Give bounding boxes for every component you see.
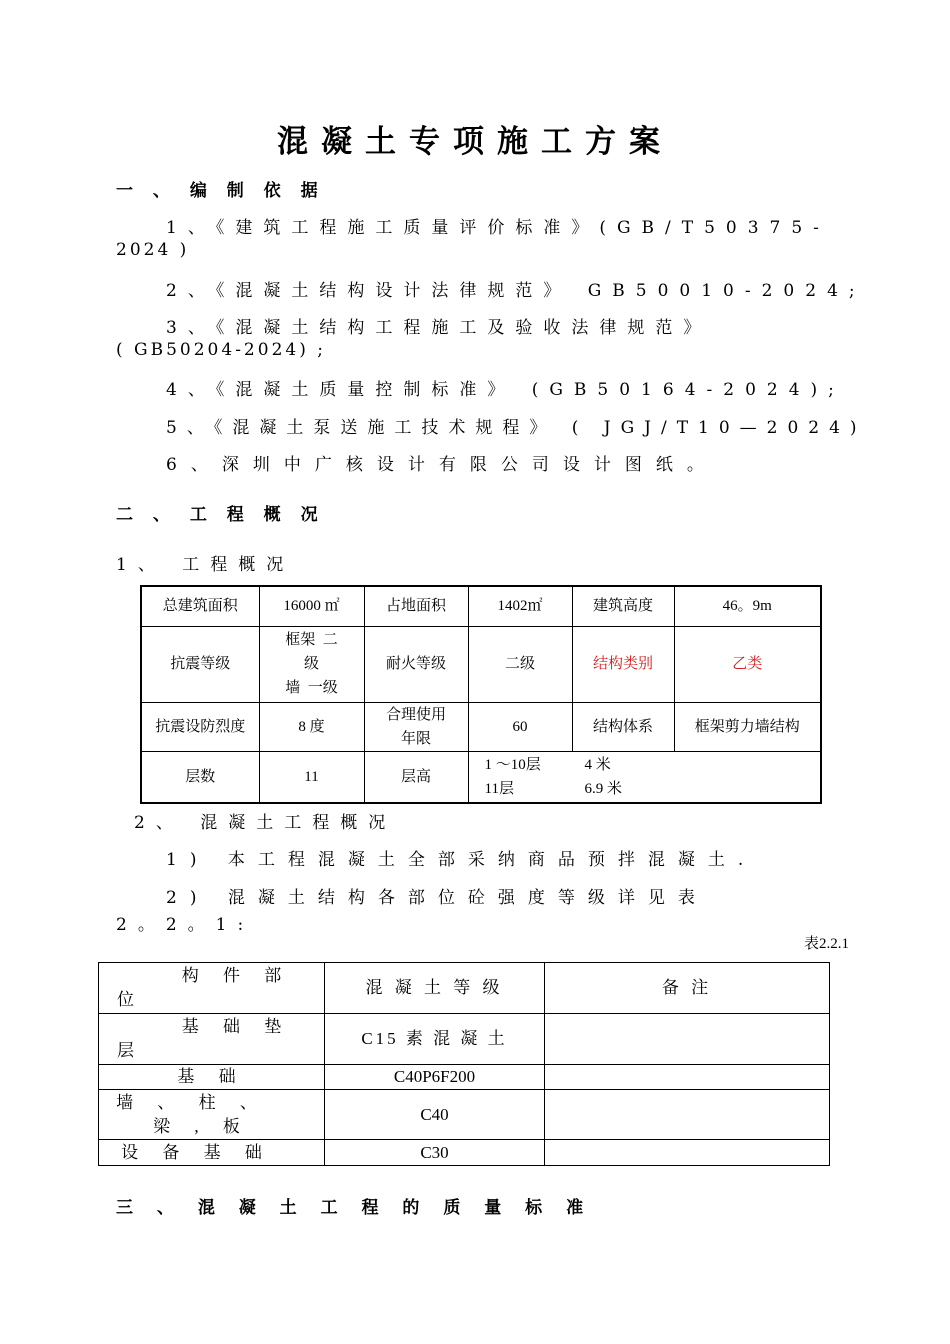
header-part-line-1: 构 件 部 xyxy=(181,966,292,985)
reference-item-6: 6、深圳中广核设计有限公司设计图纸。 xyxy=(166,455,718,475)
part-line-2: 梁 , 板 xyxy=(153,1116,250,1136)
cell-label-fire-rating: 耐火等级 xyxy=(364,626,468,702)
header-part xyxy=(99,963,325,1014)
seismic-grade-line-2: 级 xyxy=(303,656,319,672)
cell-floor-height xyxy=(468,751,821,803)
cell-seismic-grade xyxy=(259,626,364,702)
section-heading-2: 二 、 工 程 概 况 xyxy=(116,505,325,525)
part-line-2: 层 xyxy=(117,1041,134,1060)
cell-height: 46。9m xyxy=(674,586,821,626)
part-line-1: 墙 、 柱 、 xyxy=(116,1092,267,1112)
cell-label-land-area: 占地面积 xyxy=(364,586,468,626)
cell-label-structure-system: 结构体系 xyxy=(572,702,674,751)
floor-height-line-2 xyxy=(485,777,821,801)
cell-label-service-life xyxy=(364,702,468,751)
subheading-concrete-overview: 2、 混凝土工程概况 xyxy=(134,813,397,833)
cell-label-floors: 层数 xyxy=(141,751,259,803)
cell-part: 基 础 xyxy=(99,1065,325,1090)
cell-label-seismic-grade: 抗震等级 xyxy=(141,626,259,702)
cell-note xyxy=(545,1140,830,1166)
reference-item-3: 3、《混凝土结构工程施工及验收法律规范》 xyxy=(166,318,712,338)
concrete-paragraph-1: 1) 本工程混凝土全部采纳商品预拌混凝土. xyxy=(166,850,757,870)
service-life-line-2: 年限 xyxy=(400,730,431,747)
cell-label-height: 建筑高度 xyxy=(572,586,674,626)
cell-grade: C40 xyxy=(325,1090,545,1140)
cell-note xyxy=(545,1065,830,1090)
reference-item-5: 5、《混凝土泵送施工技术规程》 ( JGJ/T10—2024) xyxy=(166,418,867,438)
table-row xyxy=(99,1014,830,1065)
cell-label-total-area: 总建筑面积 xyxy=(141,586,259,626)
cell-label-floor-height: 层高 xyxy=(364,751,468,803)
table-row xyxy=(141,626,821,702)
cell-part xyxy=(99,1090,325,1140)
subheading-project-overview: 1、 工程概况 xyxy=(116,555,295,575)
floor-range-1: 1 ～10层 xyxy=(484,756,541,773)
concrete-paragraph-2: 2) 混凝土结构各部位砼强度等级详见表 xyxy=(166,888,708,908)
reference-item-1: 1、《建筑工程施工质量评价标准》(GB/T50375- xyxy=(166,218,830,238)
table-header-row xyxy=(99,963,830,1014)
table-row xyxy=(141,702,821,751)
seismic-grade-line-3: 墙 一级 xyxy=(285,680,338,696)
section-heading-1: 一 、 编 制 依 据 xyxy=(116,181,325,201)
cell-part xyxy=(99,1014,325,1065)
table-caption: 表2.2.1 xyxy=(804,936,850,952)
floor-range-2: 11层 xyxy=(484,780,514,797)
floor-height-2: 6.9 米 xyxy=(584,780,623,797)
reference-item-4: 4、《混凝土质量控制标准》 (GB50164-2024); xyxy=(166,380,845,400)
header-grade: 混 凝 土 等 级 xyxy=(325,963,545,1014)
cell-grade: C30 xyxy=(325,1140,545,1166)
cell-service-life: 60 xyxy=(468,702,572,751)
cell-grade: C40P6F200 xyxy=(325,1065,545,1090)
table-row xyxy=(99,1140,830,1166)
cell-floors: 11 xyxy=(259,751,364,803)
floor-height-line-1 xyxy=(485,753,821,777)
service-life-line-1: 合理使用 xyxy=(385,706,446,723)
table-row xyxy=(141,751,821,803)
cell-structure-system: 框架剪力墙结构 xyxy=(674,702,821,751)
header-part-line-2: 位 xyxy=(117,990,134,1009)
cell-note xyxy=(545,1014,830,1065)
concrete-paragraph-2-cont: 2。2。1: xyxy=(116,915,255,935)
table-row xyxy=(141,586,821,626)
page-title: 混凝土专项施工方案 xyxy=(277,124,673,160)
section-heading-3: 三 、 混 凝 土 工 程 的 质 量 标 准 xyxy=(116,1198,593,1218)
reference-item-3-cont: ( GB50204-2024) ; xyxy=(116,340,326,360)
cell-fire-rating: 二级 xyxy=(468,626,572,702)
concrete-grade-table xyxy=(98,962,830,1166)
cell-note xyxy=(545,1090,830,1140)
reference-item-2: 2、《混凝土结构设计法律规范》 GB50010-2024; xyxy=(166,281,866,301)
header-note: 备 注 xyxy=(545,963,830,1014)
cell-fortification: 8 度 xyxy=(259,702,364,751)
cell-land-area: 1402㎡ xyxy=(468,586,572,626)
table-row xyxy=(99,1065,830,1090)
cell-structure-category: 乙类 xyxy=(674,626,821,702)
part-line-1: 基 础 垫 xyxy=(181,1017,292,1036)
reference-item-1-cont: 2024 ) xyxy=(116,240,190,260)
cell-grade: C15 素 混 凝 土 xyxy=(325,1014,545,1065)
cell-total-area: 16000 ㎡ xyxy=(259,586,364,626)
cell-label-structure-category: 结构类别 xyxy=(572,626,674,702)
project-info-table xyxy=(140,585,822,804)
seismic-grade-line-1: 框架 二 xyxy=(285,632,338,648)
table-row xyxy=(99,1090,830,1140)
cell-part: 设 备 基 础 xyxy=(99,1140,325,1166)
floor-height-1: 4 米 xyxy=(584,756,611,773)
cell-label-fortification: 抗震设防烈度 xyxy=(141,702,259,751)
